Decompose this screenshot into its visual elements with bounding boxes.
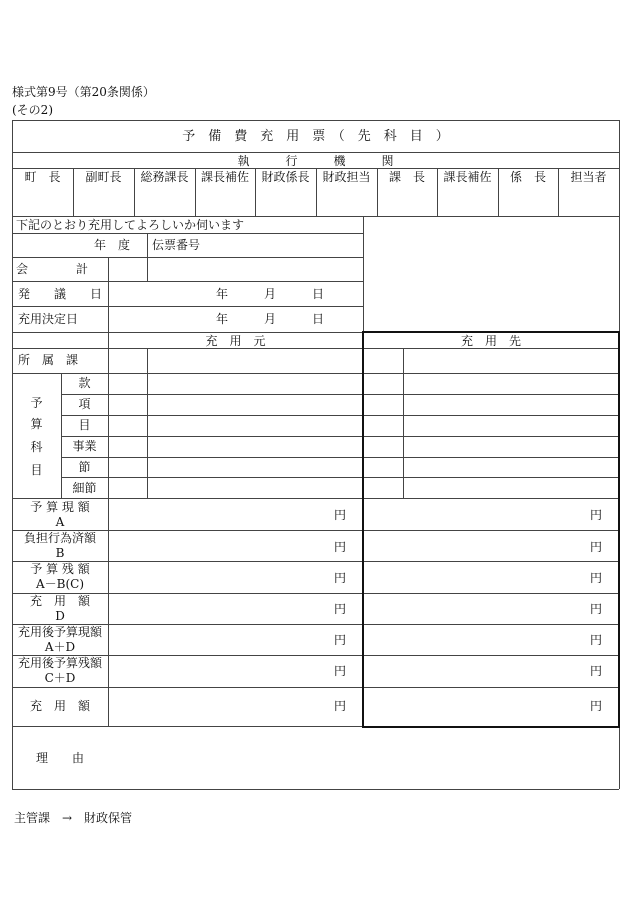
yen-unit: 円 xyxy=(334,602,347,616)
amount-sub-a: A xyxy=(55,515,65,529)
amount-label-d: 充 用 額 xyxy=(29,594,90,608)
approver-staff: 担当者 xyxy=(570,170,607,184)
amount-label-a-plus-d: 充用後予算現額 xyxy=(17,625,102,639)
approver-assistant-chief: 課長補佐 xyxy=(200,170,249,184)
item-kan: 款 xyxy=(78,376,91,390)
approver-finance-officer: 財政担当 xyxy=(322,170,371,184)
amount-sub-b: B xyxy=(55,546,65,560)
yen-unit: 円 xyxy=(590,571,603,585)
fiscal-year-label: 年 度 xyxy=(93,238,130,252)
approver-section-assistant-chief: 課長補佐 xyxy=(443,170,492,184)
yen-unit: 円 xyxy=(590,540,603,554)
amount-label-c-plus-d: 充用後予算残額 xyxy=(17,656,102,670)
amount-sub-d: D xyxy=(55,609,65,623)
approver-finance-head: 財政係長 xyxy=(261,170,310,184)
reason-label: 理 由 xyxy=(35,751,84,765)
proposal-date-value: 年 月 日 xyxy=(216,287,325,301)
amount-label-a: 予 算 現 額 xyxy=(30,500,90,514)
amount-sub-a-plus-d: A＋D xyxy=(44,640,76,654)
amount-sub-c-plus-d: C＋D xyxy=(44,671,76,685)
executing-org-heading: 執 行 機 関 xyxy=(237,154,394,168)
yen-unit: 円 xyxy=(590,664,603,678)
decision-date-value: 年 月 日 xyxy=(216,312,325,326)
yen-unit: 円 xyxy=(590,699,603,713)
decision-date-label: 充用決定日 xyxy=(18,312,79,326)
item-project: 事業 xyxy=(72,439,97,453)
department-label: 所 属 課 xyxy=(18,353,79,367)
yen-unit: 円 xyxy=(334,699,347,713)
form-number: 様式第9号（第20条関係） xyxy=(12,85,155,99)
yen-unit: 円 xyxy=(590,508,603,522)
approver-section-chief: 課 長 xyxy=(388,170,425,184)
item-kou: 項 xyxy=(78,397,91,411)
yen-unit: 円 xyxy=(590,602,603,616)
budget-category-char-1: 予 xyxy=(30,396,43,410)
amount-label-final: 充 用 額 xyxy=(29,699,90,713)
approver-mayor: 町 長 xyxy=(24,170,61,184)
item-setsu: 節 xyxy=(78,460,91,474)
item-moku: 目 xyxy=(78,418,91,432)
slip-number-label: 伝票番号 xyxy=(152,238,201,252)
budget-category-char-4: 目 xyxy=(30,463,43,477)
yen-unit: 円 xyxy=(334,540,347,554)
budget-category-char-2: 算 xyxy=(30,417,43,431)
form-subtitle: (その2) xyxy=(12,103,53,117)
form-title: 予 備 費 充 用 票 （ 先 科 目 ） xyxy=(182,129,449,144)
destination-block-border xyxy=(362,331,620,728)
item-saisetsu: 細節 xyxy=(72,481,97,495)
account-label: 会 計 xyxy=(16,262,89,276)
approver-unit-head: 係 長 xyxy=(509,170,546,184)
destination-heading: 充 用 先 xyxy=(460,334,521,348)
source-heading: 充 用 元 xyxy=(205,334,266,348)
amount-label-b: 負担行為済額 xyxy=(23,531,96,545)
request-text: 下記のとおり充用してよろしいか伺います xyxy=(16,218,245,232)
yen-unit: 円 xyxy=(334,571,347,585)
approver-deputy-mayor: 副町長 xyxy=(85,170,122,184)
approver-general-affairs-chief: 総務課長 xyxy=(140,170,189,184)
yen-unit: 円 xyxy=(334,664,347,678)
proposal-date-label: 発 議 日 xyxy=(18,287,103,301)
amount-sub-c: A－B(C) xyxy=(35,577,85,591)
yen-unit: 円 xyxy=(590,633,603,647)
yen-unit: 円 xyxy=(334,633,347,647)
yen-unit: 円 xyxy=(334,508,347,522)
amount-label-c: 予 算 残 額 xyxy=(30,562,90,576)
footer-routing: 主管課 → 財政保管 xyxy=(14,811,133,825)
budget-category-char-3: 科 xyxy=(30,440,43,454)
